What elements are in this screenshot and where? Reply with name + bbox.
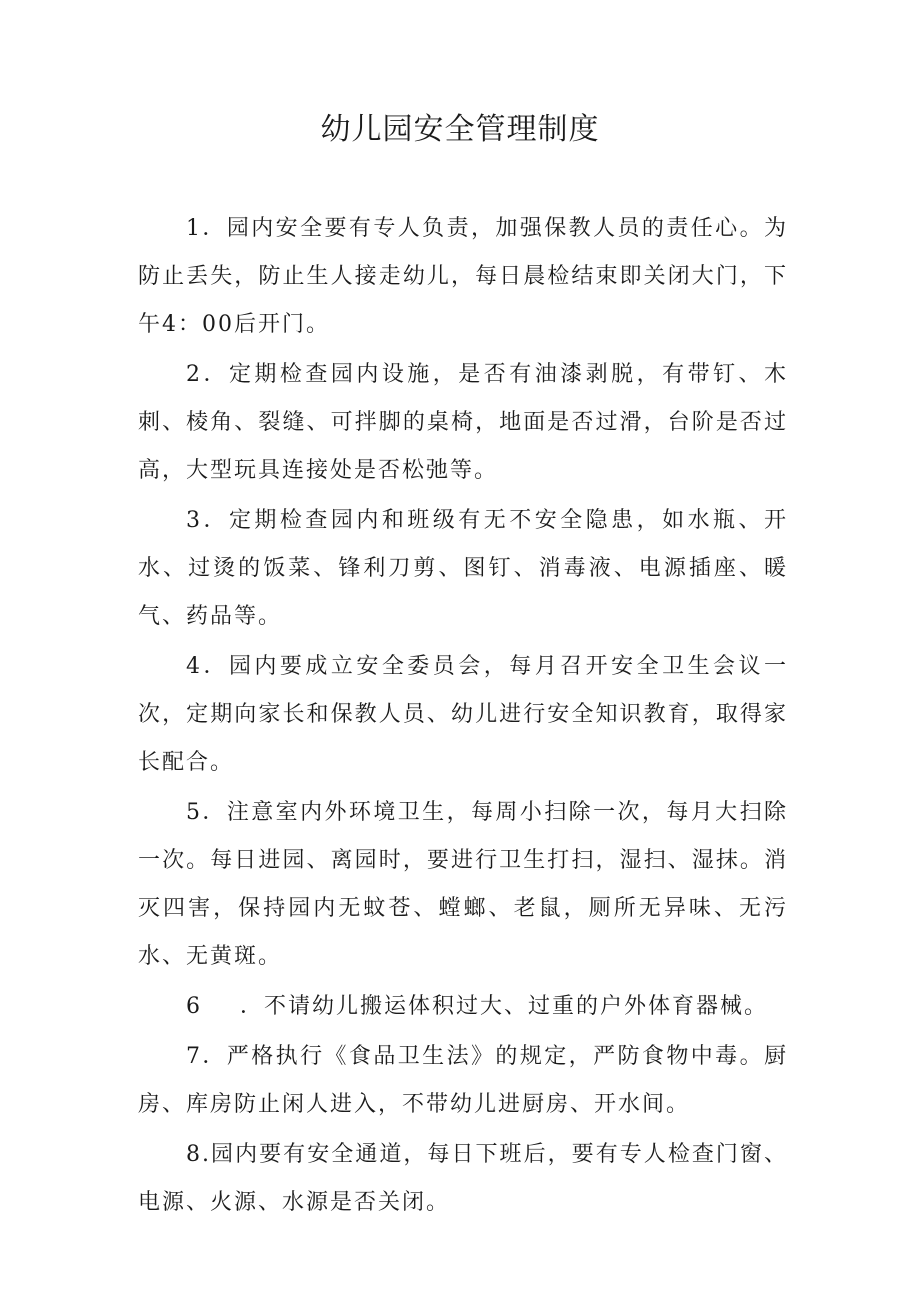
- paragraph-6-text: ．不请幼儿搬运体积过大、过重的户外体育器械。: [240, 994, 769, 1019]
- paragraph-4: 4．园内要成立安全委员会，每月召开安全卫生会议一次，定期向家长和保教人员、幼儿进行安全知识教育，取得家长配合。: [138, 654, 788, 775]
- paragraph-7: 7．严格执行《食品卫生法》的规定，严防食物中毒。厨房、库房防止闲人进入，不带幼儿进厨房、开水间。: [138, 1044, 788, 1117]
- document-title: 幼儿园安全管理制度: [320, 112, 600, 147]
- paragraph-5: 5．注意室内外环境卫生，每周小扫除一次，每月大扫除一次。每日进园、离园时，要进行卫生打扫，湿扫、湿抹。消灭四害，保持园内无蚊苍、螳螂、老鼠，厕所无异味、无污水、无黄斑。: [138, 800, 788, 969]
- paragraph-1: 1．园内安全要有专人负责，加强保教人员的责任心。为防止丢失，防止生人接走幼儿，每日晨检结束即关闭大门，下午4：00后开门。: [138, 216, 788, 337]
- document-body: [138, 205, 788, 1227]
- paragraph-3: 3．定期检查园内和班级有无不安全隐患，如水瓶、开水、过烫的饭菜、锋利刀剪、图钉、消毒液、电源插座、暖气、药品等。: [138, 508, 788, 629]
- paragraph-6: [138, 983, 788, 1031]
- paragraph-6-number: 6: [186, 994, 202, 1019]
- paragraph-8: 8.园内要有安全通道，每日下班后，要有专人检查门窗、电源、火源、水源是否关闭。: [138, 1142, 788, 1215]
- paragraph-2: 2．定期检查园内设施，是否有油漆剥脱，有带钉、木刺、棱角、裂缝、可拌脚的桌椅，地面是否过滑，台阶是否过高，大型玩具连接处是否松弛等。: [138, 362, 788, 483]
